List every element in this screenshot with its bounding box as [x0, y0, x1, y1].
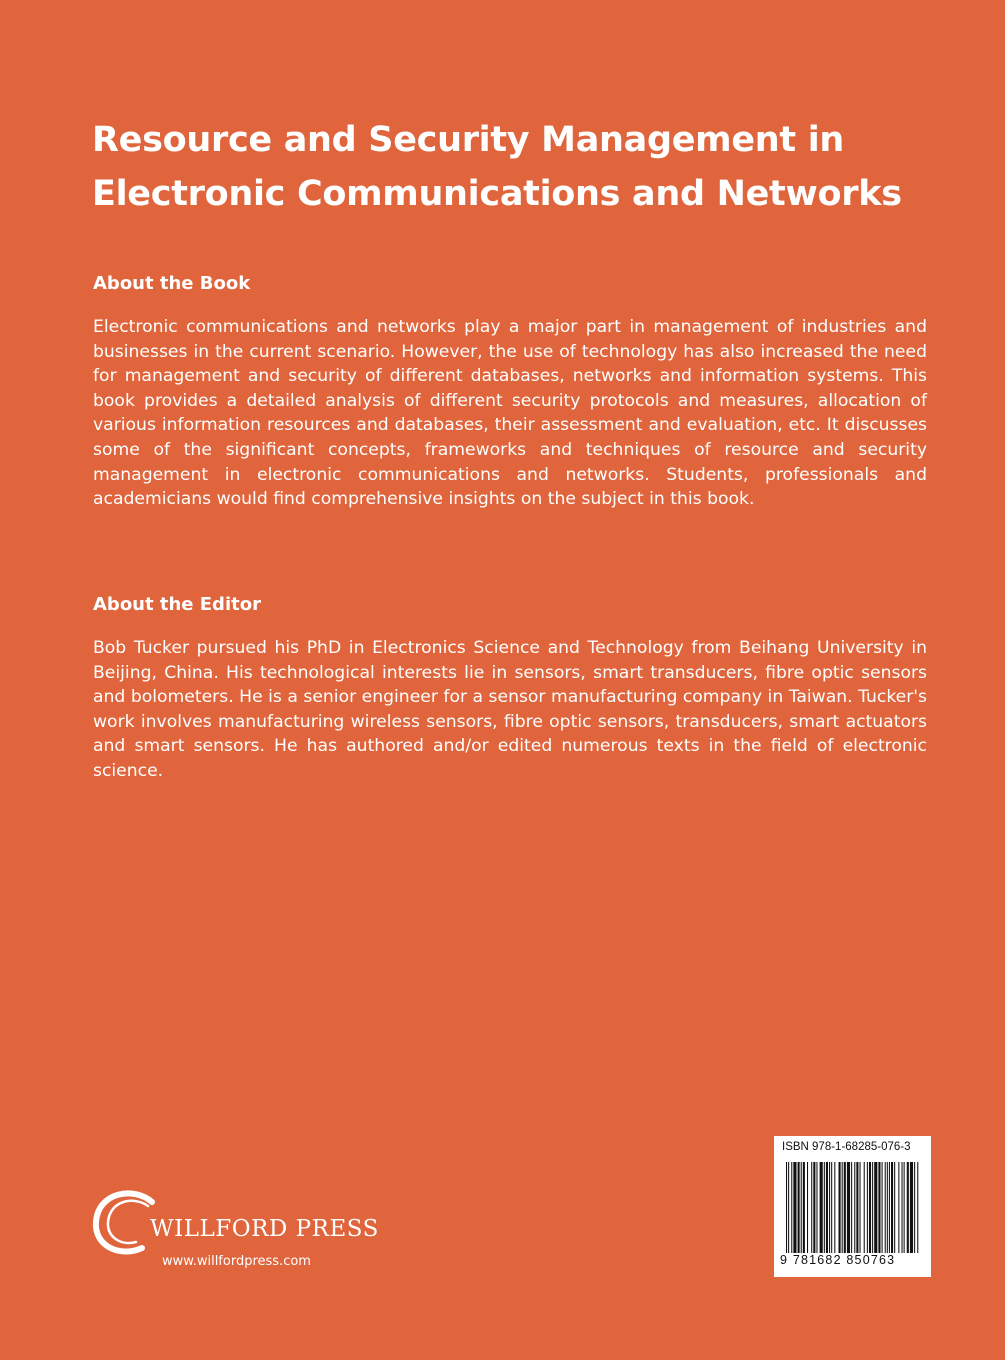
isbn-barcode — [774, 1136, 931, 1277]
barcode-bar — [851, 1162, 852, 1262]
barcode-bar — [839, 1162, 841, 1262]
publisher-url: www.willfordpress.com — [162, 1254, 311, 1269]
about-book-text: Electronic communications and networks play a major part in management of industries and businesses in the current scenario. However, the use of technology has also increased the need for management and security of different databases, networks and information systems. This book provides a detailed analysis of different security protocols and measures, allocation of various information resources and databases, their assessment and evaluation, etc. It discusses some of the significant concepts, frameworks and techniques of resource and security management in electronic communications and networks. Students, professionals and academicians would find comprehensive insights on the subject in this book. — [93, 317, 927, 510]
barcode-bar — [829, 1162, 830, 1262]
barcode-bar — [847, 1162, 850, 1262]
barcode-bar — [844, 1162, 846, 1262]
barcode-bar — [885, 1162, 886, 1262]
barcode-bar — [902, 1162, 903, 1262]
barcode-bar — [803, 1162, 805, 1262]
barcode-bar — [801, 1162, 802, 1262]
about-book-heading: About the Book — [93, 273, 251, 294]
barcode-bar — [826, 1162, 828, 1262]
barcode-bar — [914, 1162, 915, 1262]
barcode-bar — [904, 1162, 905, 1262]
barcode-bar — [869, 1162, 871, 1262]
title-line-2: Electronic Communications and Networks — [92, 174, 902, 214]
about-editor-text: Bob Tucker pursued his PhD in Electronics Science and Technology from Beihang University in Beijing, China. His technological interests lie in sensors, smart transducers, fibre optic sensors and bolometers. He is a senior engineer for a sensor manufacturing company in Taiwan. Tucker's work involves manufacturing wireless sensors, fibre optic sensors, transducers, smart actuators and smart sensors. He has authored and/or edited numerous texts in the field of electronic science. — [93, 638, 927, 781]
barcode-bar — [811, 1162, 812, 1262]
barcode-bar — [856, 1162, 858, 1262]
barcode-bar — [867, 1162, 868, 1262]
isbn-label: ISBN 978-1-68285-076-3 — [782, 1141, 911, 1153]
barcode-bar — [788, 1162, 789, 1262]
barcode-bar — [854, 1162, 855, 1262]
book-title — [92, 113, 952, 221]
barcode-bar — [831, 1162, 832, 1262]
barcode-bar — [820, 1162, 823, 1262]
barcode-bar — [798, 1162, 800, 1262]
barcode-bar — [860, 1162, 861, 1262]
barcode-bar — [842, 1162, 843, 1262]
barcode-bar — [786, 1162, 787, 1262]
barcode-bar — [834, 1162, 835, 1262]
barcode-bar — [793, 1162, 796, 1262]
barcode-bar — [807, 1162, 808, 1262]
barcode-bar — [872, 1162, 873, 1262]
barcode-bar — [824, 1162, 825, 1262]
barcode-bar — [889, 1162, 890, 1262]
title-line-1: Resource and Security Management in — [92, 120, 845, 160]
barcode-bar — [917, 1162, 918, 1262]
barcode-bar — [813, 1162, 815, 1262]
barcode-digits: 9 781682 850763 — [780, 1253, 926, 1267]
barcode-bar — [864, 1162, 865, 1262]
barcode-bar — [874, 1162, 877, 1262]
publisher-logo — [90, 1188, 379, 1278]
barcode-bar — [887, 1162, 888, 1262]
barcode-bar — [878, 1162, 880, 1262]
barcode-bar — [907, 1162, 909, 1262]
barcode-bar — [816, 1162, 817, 1262]
publisher-name: WILLFORD PRESS — [150, 1216, 379, 1242]
barcode-bar — [910, 1162, 913, 1262]
barcode-bar — [894, 1162, 895, 1262]
barcode-bars — [785, 1162, 921, 1262]
barcode-bar — [891, 1162, 893, 1262]
barcode-bar — [791, 1162, 792, 1262]
barcode-bar — [882, 1162, 883, 1262]
about-editor-heading: About the Editor — [93, 594, 261, 615]
barcode-bar — [898, 1162, 899, 1262]
